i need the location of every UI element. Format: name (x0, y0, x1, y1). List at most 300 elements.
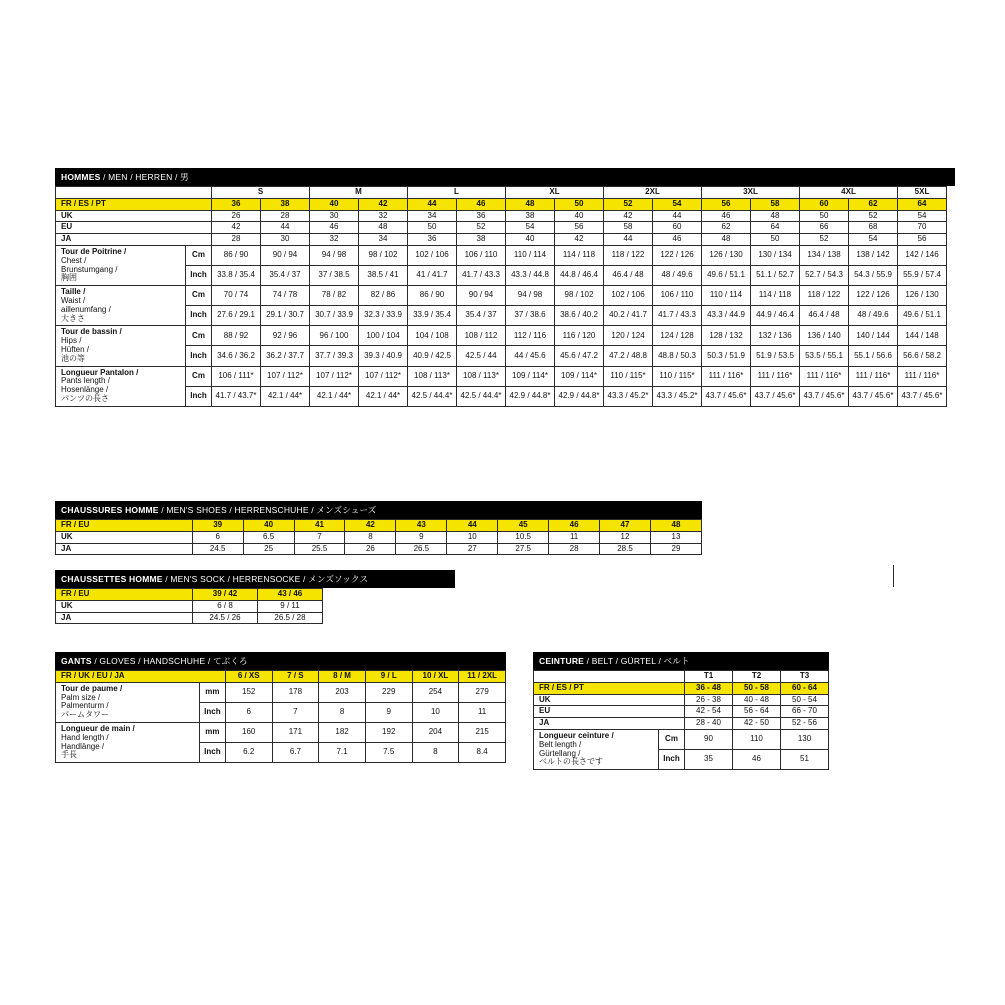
measure-value: 204 (412, 722, 459, 742)
measure-value: 27.6 / 29.1 (212, 306, 261, 326)
gloves-section (55, 652, 506, 763)
measure-value: 7 (272, 702, 319, 722)
measure-value: 6.2 (225, 743, 272, 763)
unit-inch: Inch (186, 266, 212, 286)
size-value: 11 / 2XL (459, 671, 506, 683)
unit-cm: Cm (186, 326, 212, 346)
size-value: 42 - 50 (733, 718, 781, 730)
size-value: 36 - 48 (685, 682, 733, 694)
measure-value: 41.7 / 43.3 (457, 266, 506, 286)
size-value: 62 (849, 198, 898, 210)
table-row (56, 198, 947, 210)
measure-value: 33.8 / 35.4 (212, 266, 261, 286)
belt-size-t3: T3 (781, 671, 829, 683)
size-value: 10.5 (498, 531, 549, 543)
measure-value: 111 / 116* (849, 366, 898, 386)
measure-value: 152 (225, 682, 272, 702)
measure-value: 41 / 41.7 (408, 266, 457, 286)
row-label: JA (56, 234, 212, 246)
gloves-section-title: GANTS (61, 656, 92, 666)
size-value: 46 (457, 198, 506, 210)
size-value: 42 (555, 234, 604, 246)
row-label: FR / ES / PT (534, 682, 685, 694)
table-row (56, 245, 947, 265)
measure-value: 107 / 112* (261, 366, 310, 386)
size-value: 9 / L (365, 671, 412, 683)
table-row (56, 266, 947, 286)
measure-value: 111 / 116* (751, 366, 800, 386)
table-row (56, 671, 506, 683)
measure-value: 43.3 / 44.9 (702, 306, 751, 326)
table-row (56, 520, 702, 532)
table-row (56, 286, 947, 306)
size-value: 42 (604, 210, 653, 222)
size-value: 50 (408, 222, 457, 234)
measure-value: 98 / 102 (555, 286, 604, 306)
size-value: 26.5 / 28 (258, 612, 323, 624)
size-value: 46 (653, 234, 702, 246)
measure-value: 110 / 115* (653, 366, 702, 386)
measure-value: 40.2 / 41.7 (604, 306, 653, 326)
unit-mm: mm (199, 682, 225, 702)
page-tick-mark (893, 565, 894, 587)
belt-section-subtitle: / BELT / GÜRTEL / ベルト (586, 656, 690, 666)
size-value: 52 - 56 (781, 718, 829, 730)
size-value: 52 (457, 222, 506, 234)
size-value: 27 (447, 543, 498, 555)
measure-value: 203 (319, 682, 366, 702)
measure-value: 92 / 96 (261, 326, 310, 346)
row-label: EU (534, 706, 685, 718)
size-value: 36 (212, 198, 261, 210)
row-label: FR / UK / EU / JA (56, 671, 226, 683)
measure-value: 134 / 138 (800, 245, 849, 265)
size-value: 54 (653, 198, 702, 210)
size-value: 38 (457, 234, 506, 246)
table-row (56, 386, 947, 406)
gloves-section-subtitle: / GLOVES / HANDSCHUHE / てぶくろ (94, 656, 248, 666)
table-row (56, 543, 702, 555)
measure-value: 34.6 / 36.2 (212, 346, 261, 366)
unit-inch: Inch (199, 702, 225, 722)
socks-section-subtitle: / MEN'S SOCK / HERRENSOCKE / メンズソックス (165, 574, 369, 584)
measure-label: Tour de paume / Palm size / Palmenturm / パームタワー (56, 682, 200, 722)
size-value: 44 (653, 210, 702, 222)
men-section-title: HOMMES (61, 172, 101, 182)
measure-value: 74 / 78 (261, 286, 310, 306)
men-section-subtitle: / MEN / HERREN / 男 (103, 172, 189, 182)
row-label: FR / ES / PT (56, 198, 212, 210)
measure-value: 82 / 86 (359, 286, 408, 306)
shoes-section-header (55, 501, 702, 519)
spacer-cell (534, 671, 685, 683)
measure-value: 44 / 45.6 (506, 346, 555, 366)
measure-value: 53.5 / 55.1 (800, 346, 849, 366)
size-value: 30 (310, 210, 359, 222)
size-value: 26.5 (396, 543, 447, 555)
measure-value: 112 / 116 (506, 326, 555, 346)
measure-value: 43.7 / 45.6* (800, 386, 849, 406)
measure-value: 118 / 122 (604, 245, 653, 265)
measure-value: 42.9 / 44.8* (555, 386, 604, 406)
measure-value: 9 (365, 702, 412, 722)
size-value: 7 / S (272, 671, 319, 683)
measure-value: 42.9 / 44.8* (506, 386, 555, 406)
measure-value: 43.7 / 45.6* (849, 386, 898, 406)
unit-mm: mm (199, 722, 225, 742)
gloves-size-table (55, 670, 506, 763)
size-value: 43 (396, 520, 447, 532)
measure-value: 47.2 / 48.8 (604, 346, 653, 366)
table-row (56, 366, 947, 386)
size-value: 46 (702, 210, 751, 222)
measure-value: 86 / 90 (212, 245, 261, 265)
size-value: 68 (849, 222, 898, 234)
measure-value: 192 (365, 722, 412, 742)
measure-value: 42.1 / 44* (310, 386, 359, 406)
size-value: 25.5 (294, 543, 345, 555)
size-value: 60 (800, 198, 849, 210)
size-value: 44 (408, 198, 457, 210)
measure-value: 160 (225, 722, 272, 742)
measure-value: 37 / 38.6 (506, 306, 555, 326)
measure-value: 107 / 112* (310, 366, 359, 386)
measure-value: 41.7 / 43.3 (653, 306, 702, 326)
measure-value: 51.9 / 53.5 (751, 346, 800, 366)
measure-value: 94 / 98 (310, 245, 359, 265)
measure-value: 78 / 82 (310, 286, 359, 306)
size-group-4xl: 4XL (800, 187, 898, 199)
measure-value: 55.9 / 57.4 (898, 266, 947, 286)
mens-shoes-section (55, 501, 702, 555)
socks-section-title: CHAUSSETTES HOMME (61, 574, 163, 584)
table-row (56, 346, 947, 366)
size-value: 40 (506, 234, 555, 246)
measure-value: 126 / 130 (898, 286, 947, 306)
size-value: 26 - 38 (685, 694, 733, 706)
belt-size-table (533, 670, 829, 770)
row-label: FR / EU (56, 589, 193, 601)
table-row (56, 722, 506, 742)
measure-value: 90 (685, 729, 733, 749)
measure-value: 107 / 112* (359, 366, 408, 386)
row-label: UK (534, 694, 685, 706)
measure-value: 108 / 113* (457, 366, 506, 386)
size-value: 64 (751, 222, 800, 234)
size-value: 6 (192, 531, 243, 543)
measure-value: 98 / 102 (359, 245, 408, 265)
size-value: 34 (408, 210, 457, 222)
size-value: 54 (506, 222, 555, 234)
belt-size-t1: T1 (685, 671, 733, 683)
unit-inch: Inch (186, 346, 212, 366)
measure-value: 104 / 108 (408, 326, 457, 346)
table-row (56, 531, 702, 543)
row-label: JA (534, 718, 685, 730)
measure-value: 40.9 / 42.5 (408, 346, 457, 366)
size-value: 50 - 58 (733, 682, 781, 694)
measure-value: 90 / 94 (261, 245, 310, 265)
measure-value: 48 / 49.6 (653, 266, 702, 286)
measure-value: 140 / 144 (849, 326, 898, 346)
measure-value: 114 / 118 (555, 245, 604, 265)
measure-value: 100 / 104 (359, 326, 408, 346)
measure-value: 138 / 142 (849, 245, 898, 265)
measure-value: 37.7 / 39.3 (310, 346, 359, 366)
size-value: 39 / 42 (193, 589, 258, 601)
measure-value: 110 / 114 (506, 245, 555, 265)
measure-value: 111 / 116* (800, 366, 849, 386)
measure-value: 44.8 / 46.4 (555, 266, 604, 286)
size-value: 46 (310, 222, 359, 234)
size-value: 27.5 (498, 543, 549, 555)
size-value: 40 (310, 198, 359, 210)
size-value: 52 (849, 210, 898, 222)
size-value: 56 (898, 234, 947, 246)
size-value: 50 (555, 198, 604, 210)
size-group-3xl: 3XL (702, 187, 800, 199)
measure-value: 29.1 / 30.7 (261, 306, 310, 326)
size-value: 8 (345, 531, 396, 543)
measure-value: 42.5 / 44.4* (457, 386, 506, 406)
measure-value: 51.1 / 52.7 (751, 266, 800, 286)
unit-cm: Cm (659, 729, 685, 749)
size-group-l: L (408, 187, 506, 199)
measure-value: 45.6 / 47.2 (555, 346, 604, 366)
size-value: 40 - 48 (733, 694, 781, 706)
size-value: 28 (261, 210, 310, 222)
table-row (56, 306, 947, 326)
measure-value: 96 / 100 (310, 326, 359, 346)
size-value: 40 (243, 520, 294, 532)
size-value: 48 (506, 198, 555, 210)
measure-value: 109 / 114* (555, 366, 604, 386)
measure-value: 110 / 114 (702, 286, 751, 306)
measure-value: 48.8 / 50.3 (653, 346, 702, 366)
size-value: 42 - 54 (685, 706, 733, 718)
size-value: 50 (751, 234, 800, 246)
socks-size-table (55, 588, 323, 624)
size-value: 66 - 70 (781, 706, 829, 718)
measure-value: 6.7 (272, 743, 319, 763)
measure-value: 46.4 / 48 (800, 306, 849, 326)
table-row (56, 234, 947, 246)
size-value: 45 (498, 520, 549, 532)
size-value: 54 (898, 210, 947, 222)
measure-value: 8 (412, 743, 459, 763)
measure-value: 116 / 120 (555, 326, 604, 346)
size-value: 48 (751, 210, 800, 222)
table-row (56, 210, 947, 222)
measure-value: 35 (685, 750, 733, 770)
size-value: 12 (600, 531, 651, 543)
size-value: 24.5 (192, 543, 243, 555)
size-value: 62 (702, 222, 751, 234)
row-label: FR / EU (56, 520, 193, 532)
measure-value: 122 / 126 (849, 286, 898, 306)
measure-value: 43.7 / 45.6* (702, 386, 751, 406)
measure-value: 88 / 92 (212, 326, 261, 346)
table-row (56, 682, 506, 702)
size-value: 28 (212, 234, 261, 246)
unit-inch: Inch (186, 386, 212, 406)
size-value: 29 (650, 543, 701, 555)
table-row (56, 222, 947, 234)
measure-value: 111 / 116* (898, 366, 947, 386)
size-value: 36 (457, 210, 506, 222)
size-value: 10 / XL (412, 671, 459, 683)
measure-value: 48 / 49.6 (849, 306, 898, 326)
size-value: 43 / 46 (258, 589, 323, 601)
belt-section (533, 652, 829, 770)
size-value: 50 (800, 210, 849, 222)
size-value: 60 (653, 222, 702, 234)
measure-value: 106 / 110 (653, 286, 702, 306)
measure-value: 102 / 106 (604, 286, 653, 306)
spacer-cell (56, 187, 212, 199)
size-value: 11 (549, 531, 600, 543)
table-row (56, 326, 947, 346)
measure-value: 11 (459, 702, 506, 722)
size-value: 34 (359, 234, 408, 246)
measure-value: 8 (319, 702, 366, 722)
measure-value: 110 / 115* (604, 366, 653, 386)
measure-value: 37 / 38.5 (310, 266, 359, 286)
size-value: 6 / XS (225, 671, 272, 683)
measure-value: 42.5 / 44 (457, 346, 506, 366)
measure-value: 43.3 / 44.8 (506, 266, 555, 286)
size-value: 10 (447, 531, 498, 543)
unit-inch: Inch (199, 743, 225, 763)
measure-value: 39.3 / 40.9 (359, 346, 408, 366)
row-label: JA (56, 612, 193, 624)
measure-value: 108 / 113* (408, 366, 457, 386)
size-value: 8 / M (319, 671, 366, 683)
size-value: 58 (751, 198, 800, 210)
size-value: 6.5 (243, 531, 294, 543)
measure-value: 144 / 148 (898, 326, 947, 346)
measure-value: 56.6 / 58.2 (898, 346, 947, 366)
size-value: 32 (359, 210, 408, 222)
size-group-2xl: 2XL (604, 187, 702, 199)
belt-section-title: CEINTURE (539, 656, 585, 666)
size-group-s: S (212, 187, 310, 199)
measure-value: 38.6 / 40.2 (555, 306, 604, 326)
unit-inch: Inch (659, 750, 685, 770)
table-row (534, 694, 829, 706)
shoes-size-table (55, 519, 702, 555)
measure-value: 49.6 / 51.1 (898, 306, 947, 326)
measure-value: 215 (459, 722, 506, 742)
measure-value: 46.4 / 48 (604, 266, 653, 286)
measure-value: 120 / 124 (604, 326, 653, 346)
size-value: 24.5 / 26 (193, 612, 258, 624)
table-row (534, 729, 829, 749)
row-label: UK (56, 600, 193, 612)
measure-value: 229 (365, 682, 412, 702)
table-row (534, 706, 829, 718)
size-value: 42 (345, 520, 396, 532)
measure-label: Taille / Waist / aillenumfang / 大きさ (56, 286, 186, 326)
measure-value: 126 / 130 (702, 245, 751, 265)
size-value: 7 (294, 531, 345, 543)
measure-value: 90 / 94 (457, 286, 506, 306)
socks-section-header (55, 570, 455, 588)
size-value: 44 (261, 222, 310, 234)
measure-value: 109 / 114* (506, 366, 555, 386)
measure-value: 55.1 / 56.6 (849, 346, 898, 366)
size-value: 44 (447, 520, 498, 532)
size-value: 28.5 (600, 543, 651, 555)
size-value: 26 (345, 543, 396, 555)
measure-value: 130 / 134 (751, 245, 800, 265)
measure-value: 70 / 74 (212, 286, 261, 306)
measure-value: 8.4 (459, 743, 506, 763)
measure-value: 182 (319, 722, 366, 742)
size-value: 64 (898, 198, 947, 210)
measure-label: Longueur Pantalon / Pants length / Hosenlänge / パンツの長さ (56, 366, 186, 406)
measure-value: 7.1 (319, 743, 366, 763)
size-value: 54 (849, 234, 898, 246)
row-label: EU (56, 222, 212, 234)
shoes-section-subtitle: / MEN'S SHOES / HERRENSCHUHE / メンズシューズ (161, 505, 377, 515)
measure-value: 136 / 140 (800, 326, 849, 346)
table-row (534, 682, 829, 694)
measure-value: 111 / 116* (702, 366, 751, 386)
size-value: 28 - 40 (685, 718, 733, 730)
measure-value: 36.2 / 37.7 (261, 346, 310, 366)
table-row (534, 718, 829, 730)
size-value: 50 - 54 (781, 694, 829, 706)
measure-value: 178 (272, 682, 319, 702)
measure-value: 102 / 106 (408, 245, 457, 265)
measure-value: 108 / 112 (457, 326, 506, 346)
size-value: 38 (261, 198, 310, 210)
size-value: 44 (604, 234, 653, 246)
measure-value: 132 / 136 (751, 326, 800, 346)
belt-size-t2: T2 (733, 671, 781, 683)
size-value: 32 (310, 234, 359, 246)
measure-value: 35.4 / 37 (261, 266, 310, 286)
size-value: 48 (359, 222, 408, 234)
size-value: 56 (702, 198, 751, 210)
belt-section-header (533, 652, 829, 670)
measure-value: 52.7 / 54.3 (800, 266, 849, 286)
unit-cm: Cm (186, 286, 212, 306)
measure-value: 110 (733, 729, 781, 749)
men-size-section (55, 168, 955, 407)
measure-value: 38.5 / 41 (359, 266, 408, 286)
size-group-xl: XL (506, 187, 604, 199)
measure-value: 43.7 / 45.6* (898, 386, 947, 406)
measure-value: 46 (733, 750, 781, 770)
measure-value: 94 / 98 (506, 286, 555, 306)
measure-value: 54.3 / 55.9 (849, 266, 898, 286)
size-value: 42 (212, 222, 261, 234)
size-value: 52 (800, 234, 849, 246)
size-value: 6 / 8 (193, 600, 258, 612)
measure-value: 42.1 / 44* (261, 386, 310, 406)
measure-value: 128 / 132 (702, 326, 751, 346)
measure-value: 35.4 / 37 (457, 306, 506, 326)
size-value: 47 (600, 520, 651, 532)
size-value: 38 (506, 210, 555, 222)
size-value: 9 (396, 531, 447, 543)
size-value: 42 (359, 198, 408, 210)
measure-value: 254 (412, 682, 459, 702)
measure-value: 33.9 / 35.4 (408, 306, 457, 326)
measure-label: Tour de bassin / Hips / Hüften / 池の等 (56, 326, 186, 366)
